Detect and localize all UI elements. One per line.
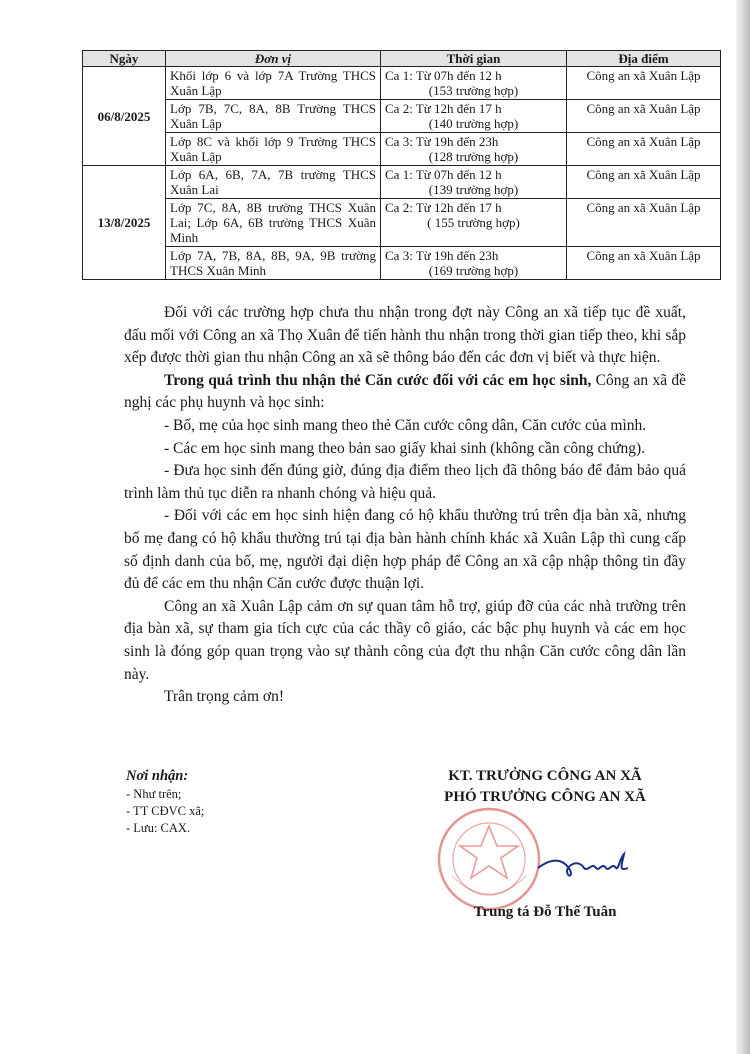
request-rest: Công an xã đề nghị các phụ huynh và học sinh: [124,371,686,412]
time-cell [381,133,567,166]
shift-text: Ca 1: Từ 07h đến 12 h [385,68,502,83]
table-row [83,133,721,166]
closing-line: Trân trọng cảm ơn! [164,688,284,706]
date-cell: 06/8/2025 [83,67,166,166]
body-text [124,302,686,709]
count-text: (169 trường hợp) [428,263,519,278]
table-header-row [83,51,721,67]
scan-edge-shadow [736,0,750,1054]
table-row [83,166,721,199]
signature-block [414,766,676,920]
header-date: Ngày [83,51,166,67]
unit-cell: Lớp 8C và khối lớp 9 Trường THCS Xuân Lập [166,133,381,166]
header-unit: Đơn vị [166,51,381,67]
count-text: (128 trường hợp) [428,149,519,164]
unit-cell: Khối lớp 6 và lớp 7A Trường THCS Xuân Lập [166,67,381,100]
signer-name: Trung tá Đỗ Thế Tuân [473,904,617,920]
bullet-on-time: - Đưa học sinh đến đúng giờ, đúng địa điểm theo lịch đã thông báo để đảm bảo quá trình làm thủ tục diễn ra nhanh chóng và hiệu quả. [124,462,686,502]
unit-cell: Lớp 7A, 7B, 8A, 8B, 9A, 9B trường THCS Xuân Minh [166,247,381,280]
recipients-title: Nơi nhận: [126,768,189,784]
place-cell: Công an xã Xuân Lập [567,199,721,247]
paragraph-followup: Đối với các trường hợp chưa thu nhận trong đợt này Công an xã tiếp tục đề xuất, đấu mối với Công an xã Thọ Xuân để tiến hành thu nhận trong thời gian tiếp theo, khi sắp xếp được thời gian thu nhận Công an xã sẽ thông báo đến các đơn vị biết và thực hiện. [124,304,686,367]
count-text: ( 155 trường hợp) [427,215,520,230]
recipient-item: - Như trên; [126,787,182,801]
request-bold: Trong quá trình thu nhận thẻ Căn cước đối với các em học sinh, [164,371,592,389]
handwritten-signature-icon [532,846,632,886]
date-cell: 13/8/2025 [83,166,166,280]
paragraph-request [124,370,686,415]
recipient-item: - TT CĐVC xã; [126,804,205,818]
bullet-residence: - Đối với các em học sinh hiện đang có hộ khẩu thường trú trên địa bàn xã, nhưng bố mẹ đang có hộ khẩu thường trú tại địa bàn hành chính khác xã Xuân Lập thì cung cấp số định danh của bố, mẹ, người đại diện hợp pháp để Công an xã cập nhập thông tin đầy đủ để các em thu nhận Căn cước được thuận lợi. [124,507,686,593]
time-cell [381,166,567,199]
shift-text: Ca 2: Từ 12h đến 17 h [385,101,502,116]
place-cell: Công an xã Xuân Lập [567,67,721,100]
count-text: (140 trường hợp) [428,116,519,131]
time-cell [381,67,567,100]
official-seal-icon [434,804,544,914]
recipients-block [126,768,204,837]
time-cell [381,199,567,247]
shift-text: Ca 2: Từ 12h đến 17 h [385,200,502,215]
shift-text: Ca 3: Từ 19h đến 23h [385,248,499,263]
table-row [83,199,721,247]
count-text: (153 trường hợp) [428,83,519,98]
paragraph-thanks: Công an xã Xuân Lập cảm ơn sự quan tâm hỗ trợ, giúp đỡ của các nhà trường trên địa bàn xã, sự tham gia tích cực của các thầy cô giáo, các bậc phụ huynh và các em học sinh là đóng góp quan trọng vào sự thành công của đợt thu nhận Căn cước công dân lần này. [124,597,686,683]
place-cell: Công an xã Xuân Lập [567,247,721,280]
place-cell: Công an xã Xuân Lập [567,166,721,199]
unit-cell: Lớp 6A, 6B, 7A, 7B trường THCS Xuân Lai [166,166,381,199]
table-row [83,247,721,280]
recipient-item: - Lưu: CAX. [126,821,191,835]
bullet-parents-id: - Bố, mẹ của học sinh mang theo thẻ Căn cước công dân, Căn cước của mình. [164,416,647,434]
bullet-birth-certificate: - Các em học sinh mang theo bản sao giấy khai sinh (không cần công chứng). [164,439,646,457]
unit-cell: Lớp 7B, 7C, 8A, 8B Trường THCS Xuân Lập [166,100,381,133]
time-cell [381,247,567,280]
time-cell [381,100,567,133]
table-row [83,67,721,100]
place-cell: Công an xã Xuân Lập [567,100,721,133]
table-row [83,100,721,133]
shift-text: Ca 1: Từ 07h đến 12 h [385,167,502,182]
place-cell: Công an xã Xuân Lập [567,133,721,166]
signer-title-line1: KT. TRƯỞNG CÔNG AN XÃ [448,768,642,784]
header-time: Thời gian [381,51,567,67]
signer-title-line2: PHÓ TRƯỞNG CÔNG AN XÃ [444,789,646,805]
header-place: Địa điểm [567,51,721,67]
schedule-table [82,50,721,280]
shift-text: Ca 3: Từ 19h đến 23h [385,134,499,149]
unit-cell: Lớp 7C, 8A, 8B trường THCS Xuân Lai; Lớp 6A, 6B trường THCS Xuân Minh [166,199,381,247]
count-text: (139 trường hợp) [428,182,519,197]
